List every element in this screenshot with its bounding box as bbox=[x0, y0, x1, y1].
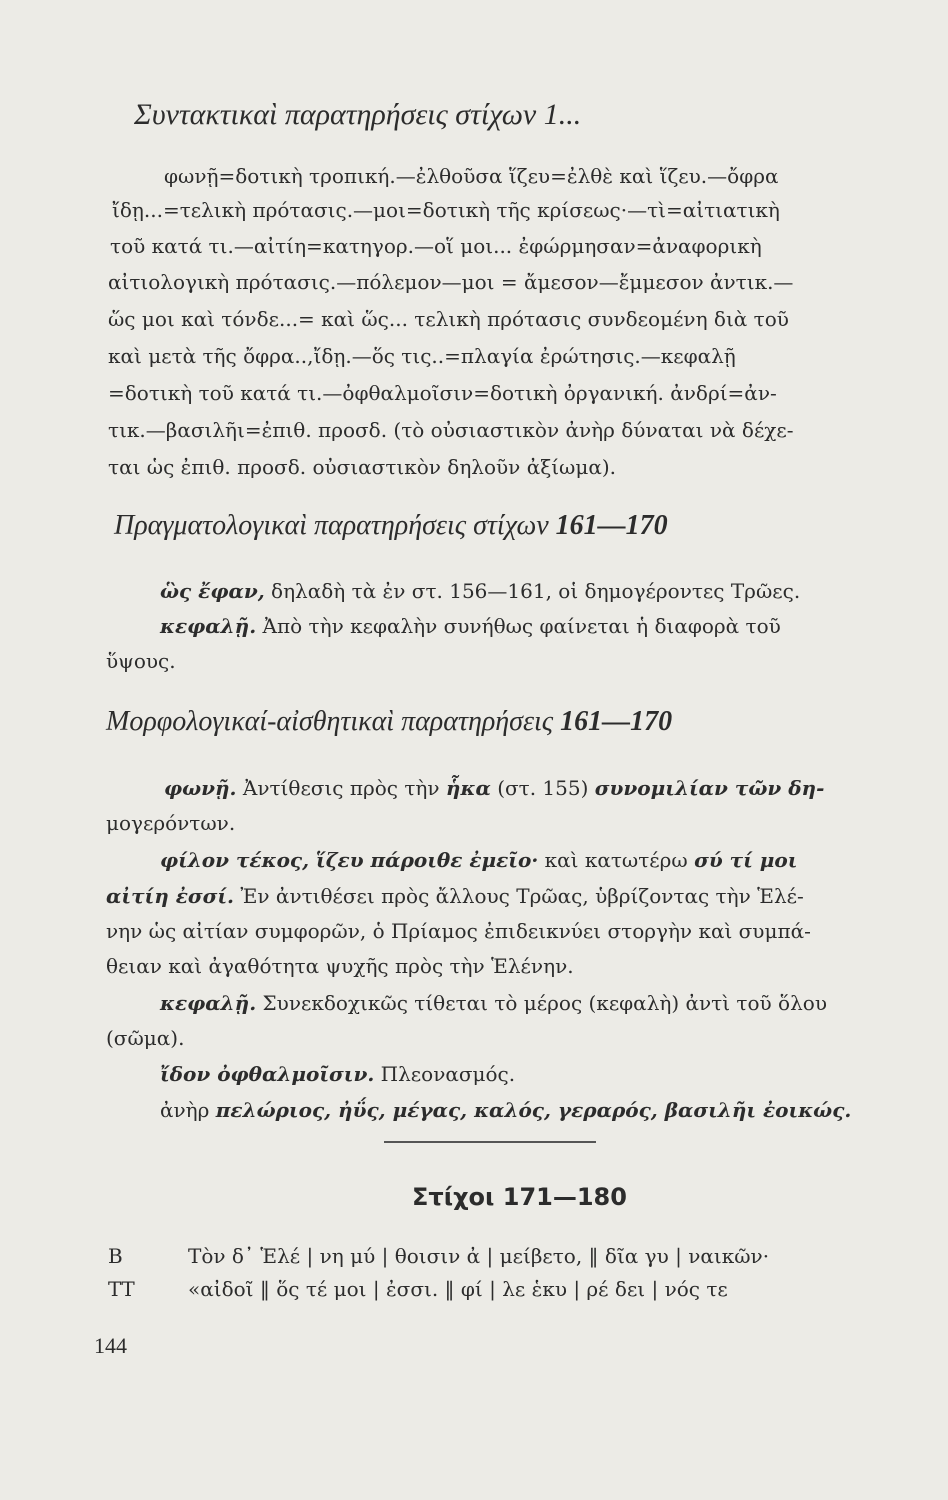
note-text: μογερόντων. bbox=[106, 811, 236, 835]
note-lemma: ἴδον ὀφθαλμοῖσιν. bbox=[160, 1062, 375, 1086]
note-lemma: φίλον τέκος, ἵζευ πάροιθε ἐμεῖο· bbox=[160, 848, 539, 872]
morphological-note-line bbox=[106, 918, 811, 944]
verse-line-mark: B bbox=[108, 1244, 123, 1268]
note-text: ὕψους. bbox=[106, 649, 176, 673]
morphological-note-line bbox=[160, 990, 827, 1016]
pragmatological-note-line bbox=[160, 613, 781, 639]
note-lemma: κεφαλῇ. bbox=[160, 614, 257, 638]
syntax-note-line: τικ.—βασιλῆι=ἐπιθ. προσδ. (τὸ οὐσιαστικὸν ἀνὴρ δύναται νὰ δέχε- bbox=[108, 418, 794, 442]
note-lemma: ἧκα bbox=[445, 776, 491, 800]
note-text: καὶ κατωτέρω bbox=[538, 848, 695, 872]
morphological-note-line bbox=[160, 847, 797, 873]
note-text: (στ. 155) bbox=[490, 776, 595, 800]
syntax-note-line: ται ὡς ἐπιθ. προσδ. οὐσιαστικὸν δηλοῦν ἀξίωμα). bbox=[108, 455, 617, 479]
page-number: 144 bbox=[94, 1333, 127, 1358]
note-lemma: σύ τί μοι bbox=[694, 848, 798, 872]
note-text: ἀνὴρ bbox=[160, 1098, 216, 1122]
note-text: θειαν καὶ ἀγαθότητα ψυχῆς πρὸς τὴν Ἑλένην. bbox=[106, 954, 574, 978]
note-lemma: ὣς ἔφαν, bbox=[160, 579, 265, 603]
note-text: Ἀντίθεσις πρὸς τὴν bbox=[236, 776, 446, 800]
pragmatological-note-line bbox=[106, 648, 176, 674]
morphological-heading-range: 161—170 bbox=[560, 706, 673, 737]
note-text: (σῶμα). bbox=[106, 1026, 185, 1050]
syntax-note-line: ἴδῃ...=τελικὴ πρότασις.—μοι=δοτικὴ τῆς κρίσεως·—τὶ=αἰτιατικὴ bbox=[112, 198, 780, 222]
morphological-note-line bbox=[106, 883, 804, 909]
note-text: Ἐν ἀντιθέσει πρὸς ἄλλους Τρῶας, ὑβρίζοντας τὴν Ἑλέ- bbox=[234, 884, 804, 908]
note-text: Ἀπὸ τὴν κεφαλὴν συνήθως φαίνεται ἡ διαφορὰ τοῦ bbox=[256, 614, 781, 638]
syntax-note-line: =δοτικὴ τοῦ κατά τι.—ὀφθαλμοῖσιν=δοτικὴ ὀργανική. ἀνδρί=ἀν- bbox=[108, 381, 777, 405]
pragmatological-heading-range: 161—170 bbox=[555, 510, 668, 541]
section-divider bbox=[384, 1141, 596, 1143]
morphological-note-line bbox=[160, 1097, 851, 1123]
morphological-heading-text: Μορφολογικαί-αἰσθητικαὶ παρατηρήσεις bbox=[106, 706, 561, 737]
verse-line-text: Τὸν δ᾽ Ἑλέ | νη μύ | θοισιν ἀ | μείβετο, ‖ δῖα γυ | ναικῶν· bbox=[188, 1244, 770, 1268]
note-text: Συνεκδοχικῶς τίθεται τὸ μέρος (κεφαλὴ) ἀντὶ τοῦ ὅλου bbox=[256, 991, 827, 1015]
note-lemma: φωνῇ. bbox=[164, 776, 237, 800]
syntax-note-line: φωνῇ=δοτικὴ τροπική.—ἐλθοῦσα ἵζευ=ἐλθὲ καὶ ἵζευ.—ὄφρα bbox=[164, 164, 779, 188]
morphological-note-line bbox=[106, 953, 574, 979]
syntax-note-line: τοῦ κατά τι.—αἰτίη=κατηγορ.—οἵ μοι... ἐφώρμησαν=ἀναφορικὴ bbox=[110, 234, 762, 258]
note-text: δηλαδὴ τὰ ἐν στ. 156—161, οἱ δημογέροντες Τρῶες. bbox=[264, 579, 801, 603]
pragmatological-heading bbox=[114, 510, 668, 542]
verse-line-mark: ΤΤ bbox=[108, 1277, 135, 1301]
note-lemma: κεφαλῇ. bbox=[160, 991, 257, 1015]
morphological-note-line bbox=[164, 775, 824, 801]
verse-line bbox=[108, 1277, 728, 1301]
syntax-note-line: ὥς μοι καὶ τόνδε...= καὶ ὥς... τελικὴ πρότασις συνδεομένη διὰ τοῦ bbox=[108, 307, 789, 331]
syntax-note-line: αἰτιολογικὴ πρότασις.—πόλεμον—μοι = ἄμεσον—ἔμμεσον ἀντικ.— bbox=[108, 270, 794, 294]
morphological-note-line bbox=[106, 810, 235, 836]
morphological-note-line bbox=[160, 1061, 515, 1087]
syntax-note-line: καὶ μετὰ τῆς ὄφρα..,ἴδῃ.—ὅς τις..=πλαγία ἐρώτησις.—κεφαλῇ bbox=[108, 344, 736, 368]
verse-line bbox=[108, 1244, 769, 1268]
note-text: Πλεονασμός. bbox=[374, 1062, 516, 1086]
running-header: Συντακτικαὶ παρατηρήσεις στίχων 1... bbox=[134, 98, 582, 131]
pragmatological-heading-text: Πραγματολογικαὶ παρατηρήσεις στίχων bbox=[114, 510, 556, 541]
pragmatological-note-line bbox=[160, 578, 800, 604]
morphological-note-line bbox=[106, 1025, 184, 1051]
note-lemma: πελώριος, ἠΰς, μέγας, καλός, γεραρός, βασιλῆι ἐοικώς. bbox=[215, 1098, 852, 1122]
note-text: νην ὡς αἰτίαν συμφορῶν, ὁ Πρίαμος ἐπιδεικνύει στοργὴν καὶ συμπά- bbox=[106, 919, 811, 943]
morphological-heading bbox=[106, 706, 672, 738]
verse-section-title: Στίχοι 171—180 bbox=[412, 1183, 627, 1211]
note-lemma: αἰτίη ἐσσί. bbox=[106, 884, 234, 908]
verse-line-text: «αἰδοῖ ‖ ὅς τέ μοι | ἐσσι. ‖ φί | λε ἑκυ | ρέ δει | νός τε bbox=[188, 1277, 728, 1301]
note-lemma: συνομιλίαν τῶν δη- bbox=[594, 776, 825, 800]
